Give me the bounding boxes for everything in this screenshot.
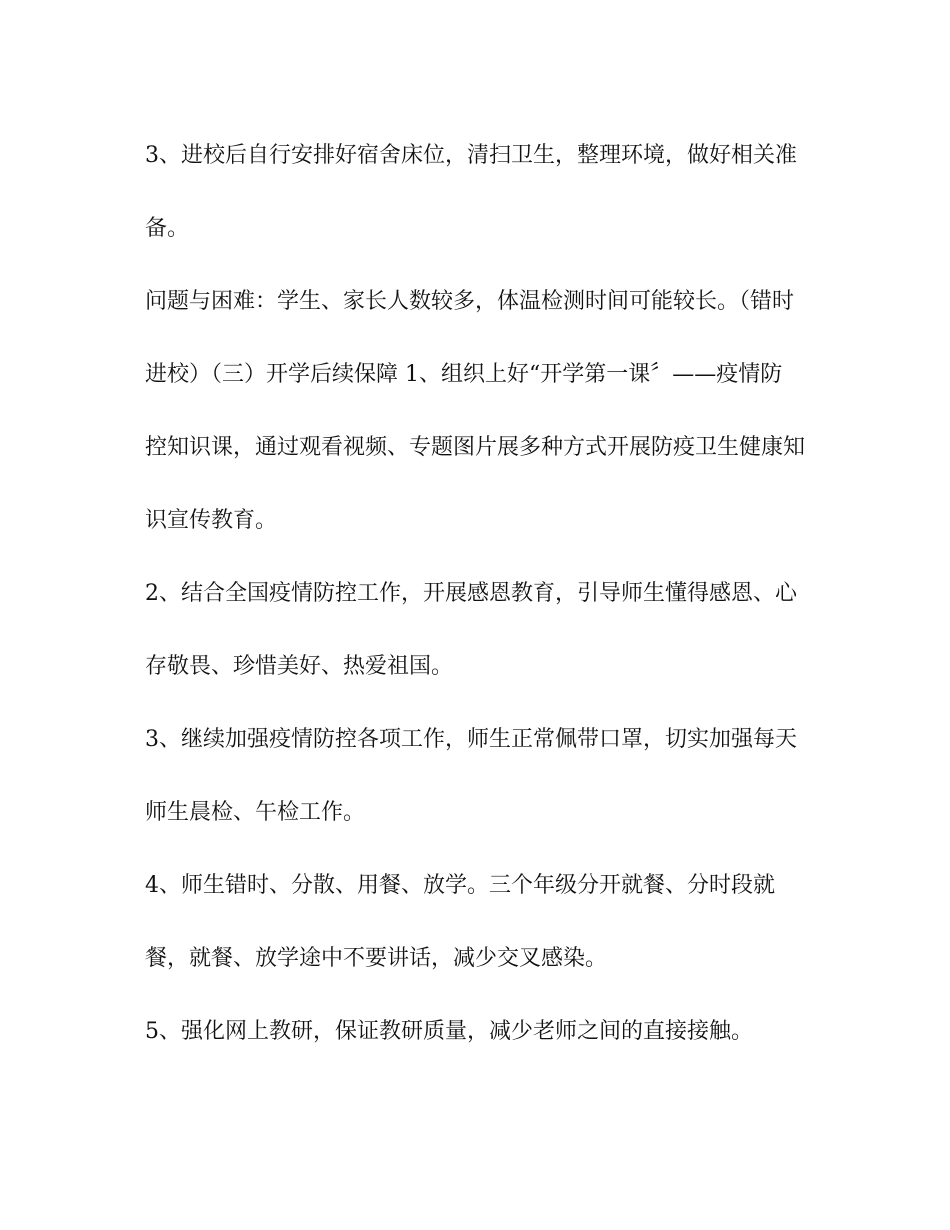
text-line-4: 进校）（三）开学后续保障 1、组织上好“开学第一课〞——疫情防 — [145, 362, 783, 387]
text-line-1: 3、进校后自行安排好宿舍床位，清扫卫生，整理环境，做好相关准 — [145, 143, 797, 168]
text-line-8: 存敬畏、珍惜美好、热爱祖国。 — [145, 654, 454, 679]
text-line-6: 识宣传教育。 — [145, 508, 278, 533]
text-line-7: 2、结合全国疫情防控工作，开展感恩教育，引导师生懂得感恩、心 — [145, 581, 797, 606]
text-line-13: 5、强化网上教研，保证教研质量，减少老师之间的直接接触。 — [145, 1019, 753, 1044]
text-line-5: 控知识课，通过观看视频、专题图片展多种方式开展防疫卫生健康知 — [145, 435, 806, 460]
text-line-10: 师生晨检、午检工作。 — [145, 800, 366, 825]
text-line-9: 3、继续加强疫情防控各项工作，师生正常佩带口罩，切实加强每天 — [145, 727, 797, 752]
text-line-2: 备。 — [145, 216, 190, 241]
text-line-11: 4、师生错时、分散、用餐、放学。三个年级分开就餐、分时段就 — [145, 873, 775, 898]
text-line-12: 餐，就餐、放学途中不要讲话，减少交叉感染。 — [145, 946, 608, 971]
text-line-3: 问题与困难：学生、家长人数较多，体温检测时间可能较长。（错时 — [145, 289, 795, 314]
